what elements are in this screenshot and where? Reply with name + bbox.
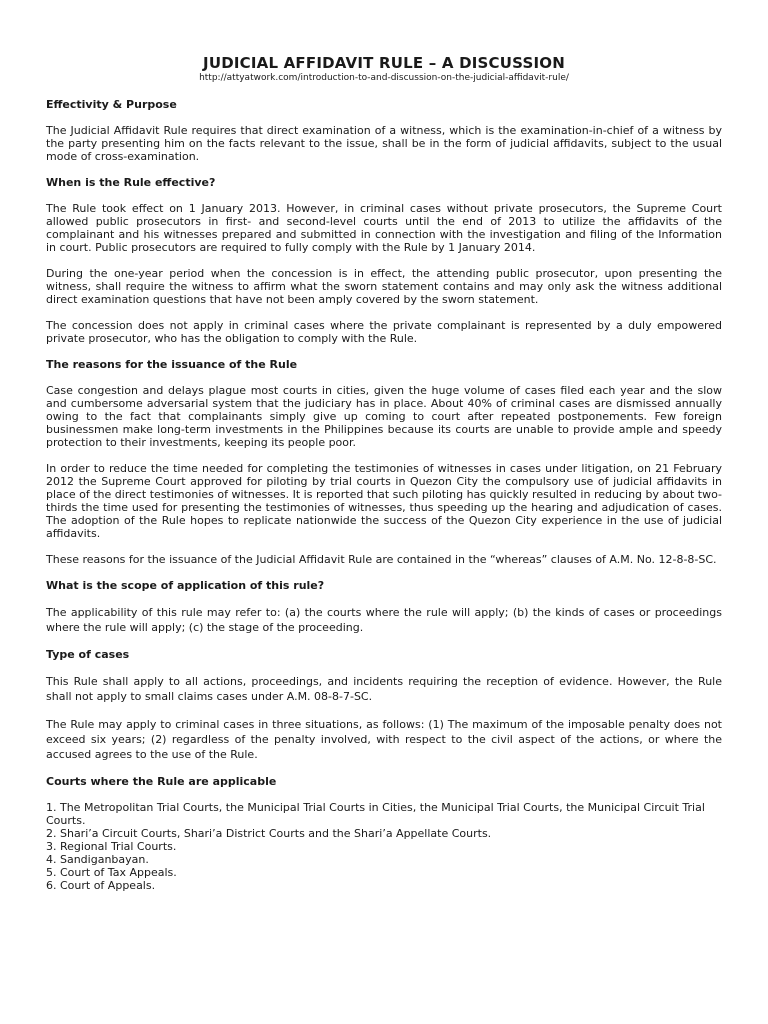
section-heading-courts: Courts where the Rule are applicable [46,775,277,788]
list-item: 2. Shari’a Circuit Courts, Shari’a District Courts and the Shari’a Appellate Courts. [46,827,492,840]
paragraph: In order to reduce the time needed for completing the testimonies of witnesses in cases under litigation, on 21 February 2012 the Supreme Court approved for piloting by trial courts in Quezon City the compulsory use of judicial affidavits in place of the direct testimonies of witnesses. It is reported that such piloting has quickly resulted in reducing by about two-thirds the time used for presenting the testimonies of witnesses, thus speeding up the hearing and adjudication of cases. The adoption of the Rule hopes to replicate nationwide the success of the Quezon City experience in the use of judicial affidavits. [46,462,722,540]
paragraph: The concession does not apply in criminal cases where the private complainant is represented by a duly empowered private prosecutor, who has the obligation to comply with the Rule. [46,319,722,345]
paragraph: The Rule took effect on 1 January 2013. However, in criminal cases without private prosecutors, the Supreme Court allowed public prosecutors in first- and second-level courts until the end of 2013 to utilize the affidavits of the complainant and his witnesses prepared and submitted in connection with the investigation and filing of the Information in court. Public prosecutors are required to fully comply with the Rule by 1 January 2014. [46,202,722,254]
document-title: JUDICIAL AFFIDAVIT RULE – A DISCUSSION [203,54,565,72]
section-heading-reasons: The reasons for the issuance of the Rule [46,358,298,371]
section-heading-when-effective: When is the Rule effective? [46,176,216,189]
paragraph: The Judicial Affidavit Rule requires that direct examination of a witness, which is the examination-in-chief of a witness by the party presenting him on the facts relevant to the issue, shall be in the form of judicial affidavits, subject to the usual mode of cross-examination. [46,124,722,163]
paragraph: Case congestion and delays plague most courts in cities, given the huge volume of cases filed each year and the slow and cumbersome adversarial system that the judiciary has in place. About 40% of criminal cases are dismissed annually owing to the fact that complainants simply give up coming to court after repeated postponements. Few foreign businessmen make long-term investments in the Philippines because its courts are unable to provide ample and speedy protection to their investments, keeping its people poor. [46,384,722,449]
source-url: http://attyatwork.com/introduction-to-and-discussion-on-the-judicial-affidavit-rule/ [199,73,569,83]
paragraph: During the one-year period when the concession is in effect, the attending public prosecutor, upon presenting the witness, shall require the witness to affirm what the sworn statement contains and may only ask the witness additional direct examination questions that have not been amply covered by the sworn statement. [46,267,722,306]
paragraph: The applicability of this rule may refer to: (a) the courts where the rule will apply; (b) the kinds of cases or proceedings where the rule will apply; (c) the stage of the proceeding. [46,606,722,634]
section-heading-effectivity: Effectivity & Purpose [46,98,177,111]
list-item: 4. Sandiganbayan. [46,853,149,866]
list-item: 6. Court of Appeals. [46,879,156,892]
courts-list [46,801,722,892]
section-heading-scope: What is the scope of application of this rule? [46,579,325,592]
section-heading-type-of-cases: Type of cases [46,648,130,661]
list-item: 5. Court of Tax Appeals. [46,866,177,879]
paragraph: This Rule shall apply to all actions, proceedings, and incidents requiring the reception of evidence. However, the Rule shall not apply to small claims cases under A.M. 08-8-7-SC. [46,675,722,703]
list-item: 1. The Metropolitan Trial Courts, the Municipal Trial Courts in Cities, the Municipal Trial Courts, the Municipal Circuit Trial Courts. [46,801,705,827]
paragraph: These reasons for the issuance of the Judicial Affidavit Rule are contained in the “whereas” clauses of A.M. No. 12-8-8-SC. [46,553,717,566]
list-item: 3. Regional Trial Courts. [46,840,177,853]
paragraph: The Rule may apply to criminal cases in three situations, as follows: (1) The maximum of the imposable penalty does not exceed six years; (2) regardless of the penalty involved, with respect to the civil aspect of the actions, or where the accused agrees to the use of the Rule. [46,718,722,761]
